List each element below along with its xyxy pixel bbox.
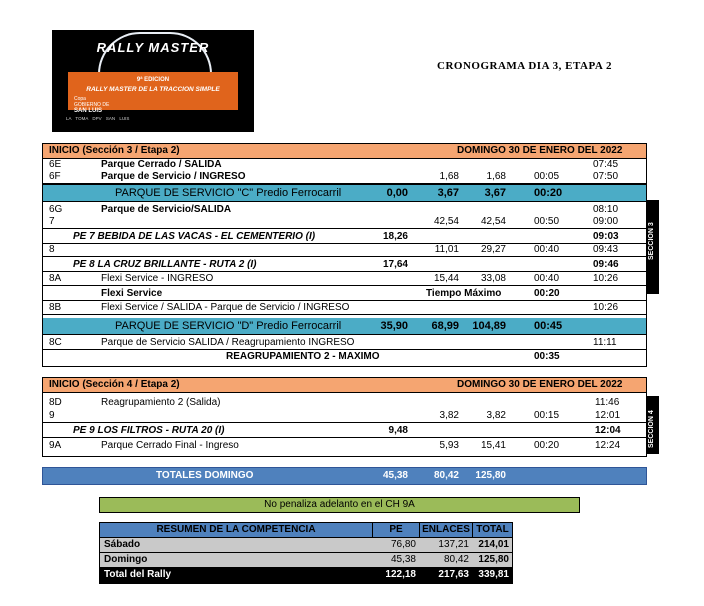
row-time: 12:04 <box>595 425 621 436</box>
summary-enlaces: 137,21 <box>438 539 469 550</box>
row-time: 07:50 <box>593 171 619 182</box>
summary-row <box>100 553 512 568</box>
row-pe: 3,82 <box>439 410 459 421</box>
row-time: 09:00 <box>593 216 619 227</box>
row-t: 00:15 <box>534 410 560 421</box>
row-desc: Flexi Service <box>101 288 163 299</box>
summary-row <box>100 538 512 553</box>
row-pe: 15,44 <box>433 273 459 284</box>
summary-header-title: RESUMEN DE LA COMPETENCIA <box>100 523 373 537</box>
row-total: 29,27 <box>480 244 506 255</box>
summary-header <box>100 523 512 538</box>
row-pe: 3,67 <box>437 187 459 199</box>
row-t: 00:40 <box>534 244 560 255</box>
row-code: 6F <box>49 171 61 182</box>
summary-label: Domingo <box>104 554 148 565</box>
row-label: Tiempo Máximo <box>426 288 502 299</box>
summary-total: 214,01 <box>478 539 509 550</box>
row-total: 104,89 <box>472 320 506 332</box>
row-km: 9,48 <box>388 425 408 436</box>
table-row <box>43 244 646 257</box>
row-total: 3,82 <box>486 410 506 421</box>
row-total: 33,08 <box>480 273 506 284</box>
row-km: 0,00 <box>386 187 408 199</box>
logo-brand: RALLY MASTER <box>96 40 210 55</box>
section-4-tab <box>646 396 659 454</box>
row-time: 08:10 <box>593 204 619 215</box>
row-time: 07:45 <box>593 159 619 170</box>
table-row <box>43 204 646 216</box>
section-4-date: DOMINGO 30 DE ENERO DEL 2022 <box>457 379 623 390</box>
summary-total-row <box>100 568 512 583</box>
table-row <box>43 440 646 452</box>
summary-header-enlaces: ENLACES <box>420 523 473 537</box>
rally-master-logo <box>52 30 254 132</box>
row-total: 15,41 <box>480 440 506 451</box>
row-desc: Flexi Service - INGRESO <box>101 273 214 284</box>
flexi-row <box>43 288 646 301</box>
row-pe: 1,68 <box>439 171 459 182</box>
row-total: 42,54 <box>480 216 506 227</box>
section-3-table <box>42 143 655 367</box>
row-desc: Parque Cerrado / SALIDA <box>101 159 222 170</box>
row-desc: Parque Cerrado Final - Ingreso <box>101 440 239 451</box>
summary-pe: 122,18 <box>385 569 416 580</box>
service-park-row <box>43 184 646 202</box>
table-row <box>43 337 646 350</box>
summary-header-pe: PE <box>373 523 420 537</box>
row-total: 3,67 <box>484 187 506 199</box>
row-time: 10:26 <box>593 302 619 313</box>
row-km: 17,64 <box>382 259 408 270</box>
totals-pe: 45,38 <box>382 470 408 481</box>
row-code: 8A <box>49 273 62 284</box>
row-code: 8D <box>49 397 62 408</box>
row-time: 12:01 <box>595 410 621 421</box>
totals-enlaces: 80,42 <box>433 470 459 481</box>
row-km: 35,90 <box>380 320 408 332</box>
table-row <box>43 302 646 315</box>
row-t: 00:35 <box>534 351 560 362</box>
logo-sponsors: LA TOMA DPV SAN LUIS <box>66 116 130 121</box>
row-pe: 68,99 <box>431 320 459 332</box>
totals-total: 125,80 <box>475 470 506 481</box>
penalty-note: No penaliza adelanto en el CH 9A <box>99 497 580 513</box>
row-code: 7 <box>49 216 55 227</box>
section-4-table <box>42 377 655 457</box>
row-desc: PARQUE DE SERVICIO "C" Predio Ferrocarril <box>115 187 342 199</box>
summary-header-total: TOTAL <box>476 524 509 535</box>
section-4-title: INICIO (Sección 4 / Etapa 2) <box>49 379 180 390</box>
row-code: 8 <box>49 244 55 255</box>
row-total: 1,68 <box>486 171 506 182</box>
logo-copa <box>74 96 109 114</box>
stage-row <box>43 231 646 244</box>
table-row <box>43 159 646 171</box>
competition-summary <box>99 522 513 584</box>
table-row <box>43 171 646 184</box>
service-park-row <box>43 318 646 335</box>
row-t: 00:05 <box>534 171 560 182</box>
table-row <box>43 273 646 286</box>
row-desc: PE 7 BEBIDA DE LAS VACAS - EL CEMENTERIO (I) <box>73 231 316 242</box>
row-t: 00:20 <box>534 440 560 451</box>
page-title: CRONOGRAMA DIA 3, ETAPA 2 <box>437 60 612 72</box>
logo-san-luis: SAN LUIS <box>74 108 103 114</box>
row-code: 6E <box>49 159 62 170</box>
row-desc: Reagrupamiento 2 (Salida) <box>101 397 221 408</box>
row-desc: PE 8 LA CRUZ BRILLANTE - RUTA 2 (I) <box>73 259 257 270</box>
table-row <box>43 216 646 229</box>
section-3-title: INICIO (Sección 3 / Etapa 2) <box>49 145 180 156</box>
summary-pe: 76,80 <box>390 539 416 550</box>
section-3-tab-label: SECCION 3 <box>648 222 655 260</box>
regroup-row <box>43 351 646 363</box>
table-row <box>43 410 646 423</box>
section-3-tab <box>646 200 659 294</box>
row-km: 18,26 <box>382 231 408 242</box>
row-desc: REAGRUPAMIENTO 2 - MAXIMO <box>226 351 380 362</box>
summary-enlaces: 80,42 <box>443 554 469 565</box>
row-code: 8C <box>49 337 62 348</box>
stage-row <box>43 259 646 272</box>
row-desc: Parque de Servicio SALIDA / Reagrupamiento INGRESO <box>101 337 355 348</box>
row-desc: Parque de Servicio / INGRESO <box>101 171 246 182</box>
row-time: 09:46 <box>593 259 619 270</box>
summary-total: 339,81 <box>478 569 509 580</box>
row-t: 00:40 <box>534 273 560 284</box>
section-3-date: DOMINGO 30 DE ENERO DEL 2022 <box>457 145 623 156</box>
row-time: 09:03 <box>593 231 619 242</box>
section-4-tab-label: SECCION 4 <box>648 410 655 448</box>
row-time: 09:43 <box>593 244 619 255</box>
section-3-header <box>43 144 646 159</box>
stage-row <box>43 425 646 438</box>
row-time: 11:11 <box>593 337 617 348</box>
row-code: 6G <box>49 204 63 215</box>
row-time: 11:46 <box>595 397 620 408</box>
row-desc: Parque de Servicio/SALIDA <box>101 204 232 215</box>
table-row <box>43 397 646 409</box>
logo-subtitle: RALLY MASTER DE LA TRACCION SIMPLE <box>86 86 220 93</box>
row-desc: Flexi Service / SALIDA - Parque de Servicio / INGRESO <box>101 302 350 313</box>
summary-total: 125,80 <box>478 554 509 565</box>
logo-copa-label: Copa <box>74 96 86 102</box>
row-pe: 42,54 <box>433 216 459 227</box>
summary-pe: 45,38 <box>390 554 416 565</box>
row-t: 00:20 <box>534 288 560 299</box>
row-pe: 5,93 <box>439 440 459 451</box>
row-pe: 11,01 <box>434 244 459 255</box>
row-code: 8B <box>49 302 62 313</box>
row-t: 00:45 <box>534 320 563 332</box>
section-4-header <box>43 378 646 393</box>
summary-enlaces: 217,63 <box>438 569 469 580</box>
totals-label: TOTALES DOMINGO <box>156 470 254 481</box>
totals-row <box>42 467 647 485</box>
row-t: 00:50 <box>534 216 560 227</box>
row-time: 12:24 <box>595 440 621 451</box>
row-code: 9 <box>49 410 55 421</box>
logo-gobierno: GOBIERNO DE <box>74 102 110 108</box>
row-t: 00:20 <box>534 187 563 199</box>
logo-edition: 9ª EDICION <box>136 77 170 83</box>
row-code: 9A <box>49 440 62 451</box>
row-desc: PARQUE DE SERVICIO "D" Predio Ferrocarril <box>115 320 342 332</box>
row-desc: PE 9 LOS FILTROS - RUTA 20 (I) <box>73 425 225 436</box>
summary-label: Total del Rally <box>104 569 172 580</box>
row-time: 10:26 <box>593 273 619 284</box>
summary-label: Sábado <box>104 539 141 550</box>
